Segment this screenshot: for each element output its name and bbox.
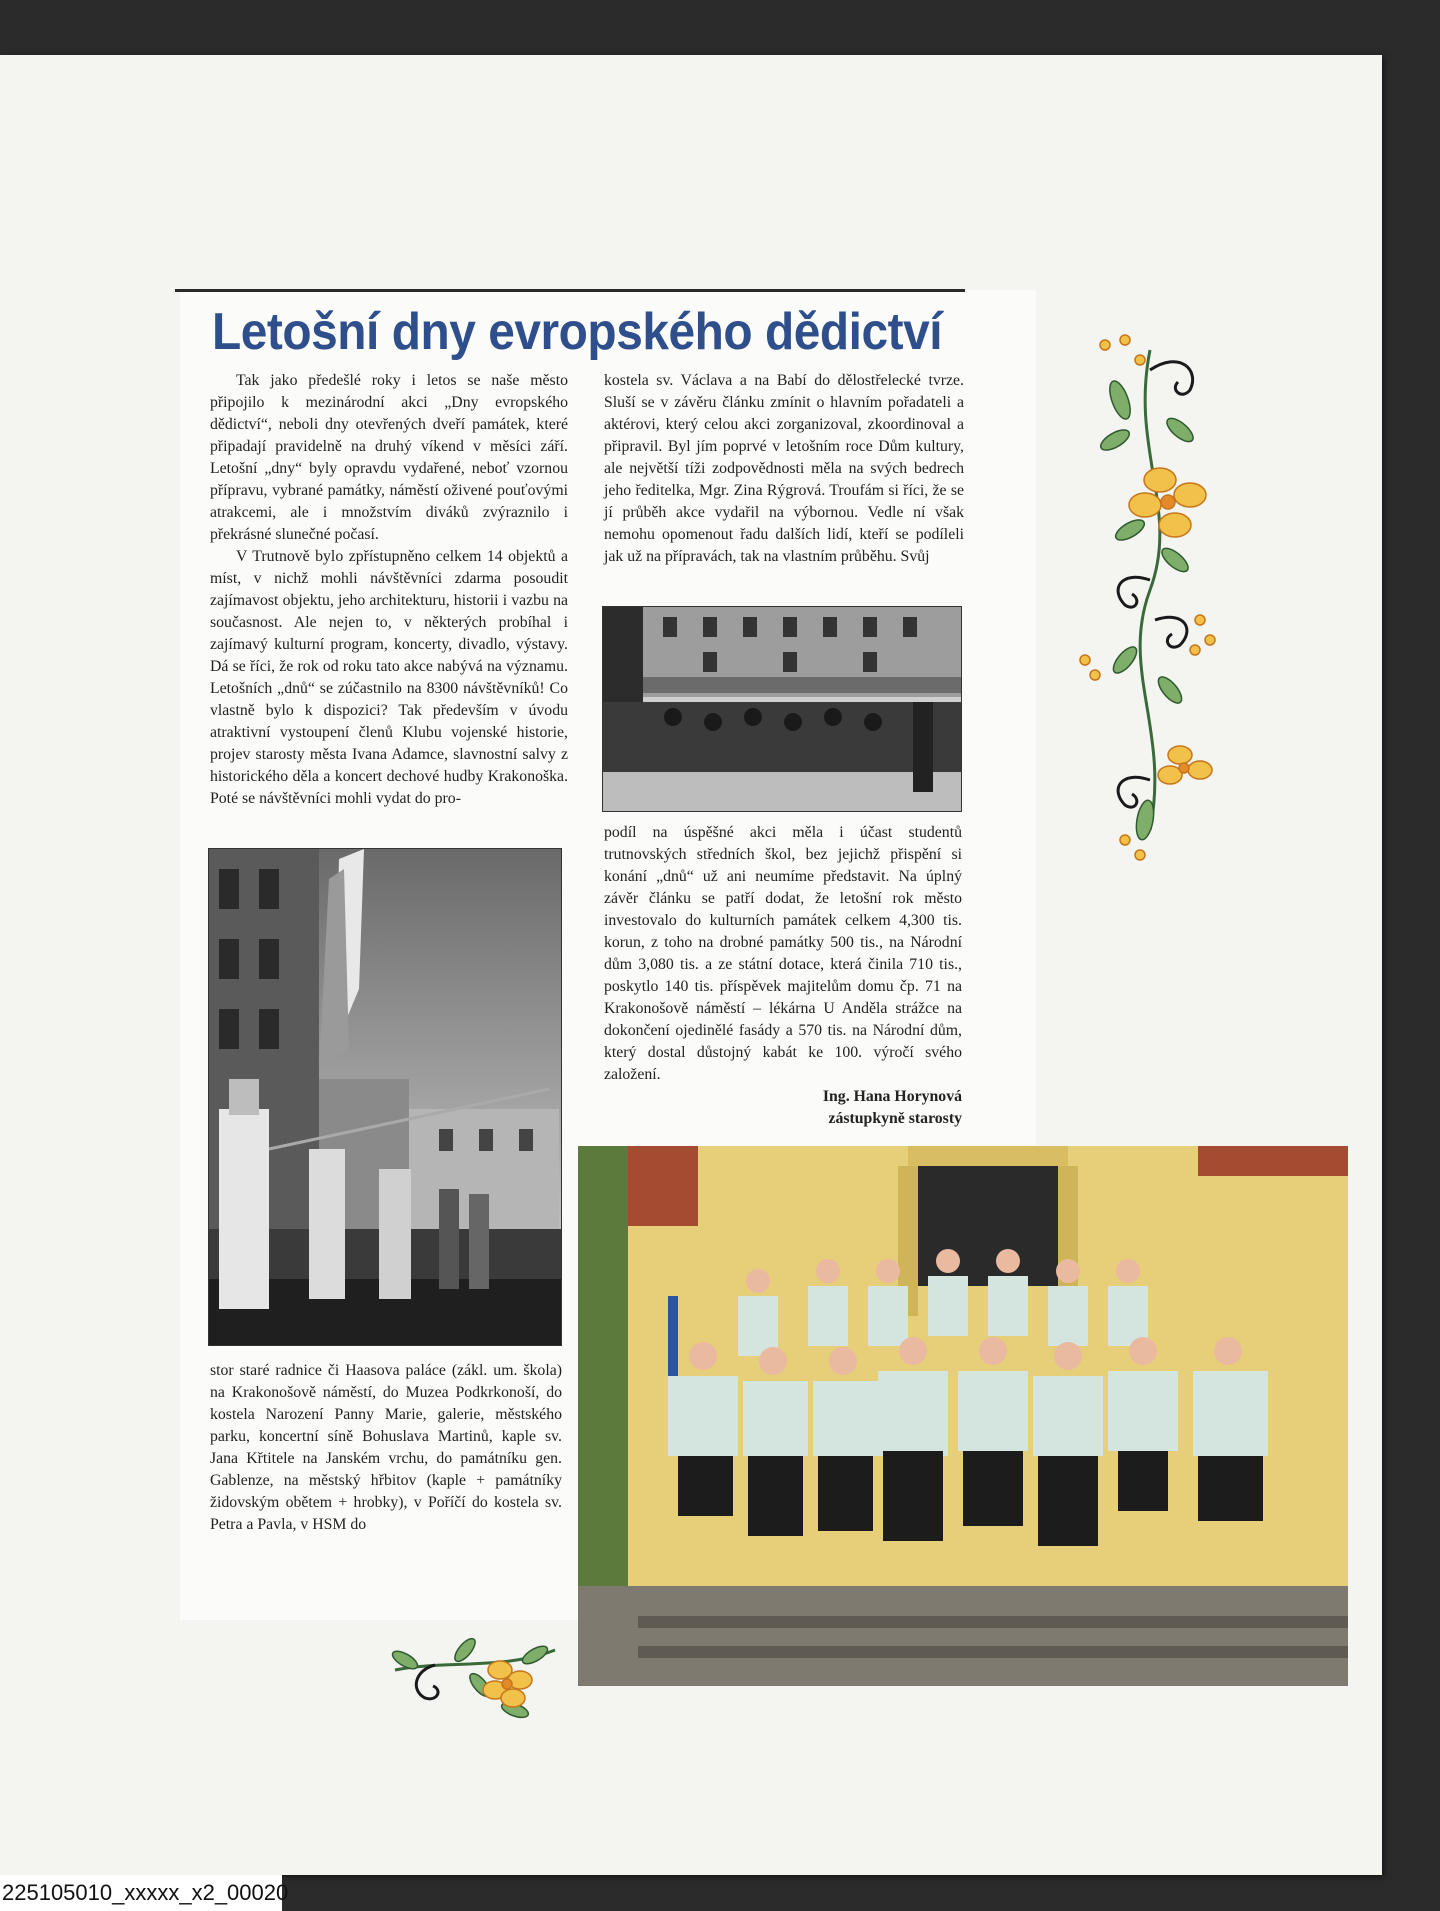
article-column-2-top [604, 370, 964, 568]
photo-brass-band-square [602, 606, 962, 812]
image-identifier-label: 225105010_xxxxx_x2_00020 [0, 1875, 282, 1911]
clipping-top-rule [175, 289, 965, 292]
paragraph-2: V Trutnově bylo zpřístupněno celkem 14 objektů a míst, v nichž mohli návštěvníci zdarma posoudit zajímavost objektu, jeho architekturu, historii i vazbu na současnost. Ale nejen to, v některých probíhal i zajímavý kulturní program, koncerty, divadlo, výstavy. Dá se říci, že rok od roku tato akce nabývá na významu. Letošních „dnů“ se zúčastnilo na 8300 návštěvníků! Co vlastně bylo k dispozici? Tak především v úvodu atraktivní vystoupení členů Klubu vojenské historie, projev starosty města Ivana Adamce, slavnostní salvy z historického děla a koncert dechové hudby Krakonoška. Poté se návštěvníci mohli vydat do pro- [210, 548, 568, 807]
article-column-1-top [210, 370, 568, 810]
paragraph-5: podíl na úspěšné akci měla i účast studentů trutnovských středních škol, bez jejichž přispění si konání „dnů“ už ani neumíme představit. Na úplný závěr článku se patří dodat, že letošní rok město investovalo do kulturních památek celkem 4,300 tis. korun, z toho na drobné památky 500 tis., na Národní dům 3,080 tis. a ze státní dotace, která činila 710 tis., poskytlo 140 tis. příspěvek majitelům domu čp. 71 na Krakonošově náměstí – lékárna U Anděla strážce na dokončení ojedinělé fasády a 570 tis. na Národní dům, který dostal důstojný kabát ke 100. výročí svého založení. [604, 824, 962, 1083]
photo-military-ceremony [208, 848, 562, 1346]
photo-choir-on-steps [578, 1146, 1348, 1686]
floral-ornament-horizontal-icon [385, 1630, 565, 1730]
paragraph-3: stor staré radnice či Haasova paláce (zákl. um. škola) na Krakonošově náměstí, do Muzea Podkrkonoší, do kostela Narození Panny Marie, galerie, městského parku, koncertní síně Bohuslava Martinů, kaple sv. Jana Křtitele na Janském vrchu, do památníku gen. Gablenze, na městský hřbitov (kaple + památníky židovským obětem + hrobky), v Poříčí do kostela sv. Petra a Pavla, v HSM do [210, 1362, 562, 1533]
floral-ornament-vertical-icon [1070, 330, 1230, 870]
article-column-2-bottom [604, 822, 962, 1130]
paragraph-1: Tak jako předešlé roky i letos se naše město připojilo k mezinárodní akci „Dny evropského dědictví“, neboli dny otevřených dveří památek, které připadají pravidelně na druhý víkend v měsíci září. Letošní „dny“ byly opravdu vydařené, neboť vzornou přípravu, vybrané památky, náměstí oživené pouťovými atrakcemi, ale i množstvím diváků zvýraznilo i překrásné slunečné počasí. [210, 372, 568, 543]
paragraph-4: kostela sv. Václava a na Babí do dělostřelecké tvrze. Sluší se v závěru článku zmínit o hlavním pořadateli a aktérovi, který celou akci zorganizoval, zkoordinoval a připravil. Byl jím poprvé v letošním roce Dům kultury, ale největší tíži zodpovědnosti měla na svých bedrech jeho ředitelka, Mgr. Zina Rýgrová. Troufám si říci, že se jí průběh akce vydařil na výbornou. Vedle ní však nemohu opomenout řadu dalších lidí, kteří se podíleli jak už na přípravách, tak na vlastním průběhu. Svůj [604, 372, 964, 565]
signature-name: Ing. Hana Horynová [822, 1088, 962, 1105]
article-title: Letošní dny evropského dědictví [212, 303, 943, 361]
article-column-1-bottom [210, 1360, 562, 1536]
signature-role: zástupkyně starosty [828, 1110, 962, 1127]
